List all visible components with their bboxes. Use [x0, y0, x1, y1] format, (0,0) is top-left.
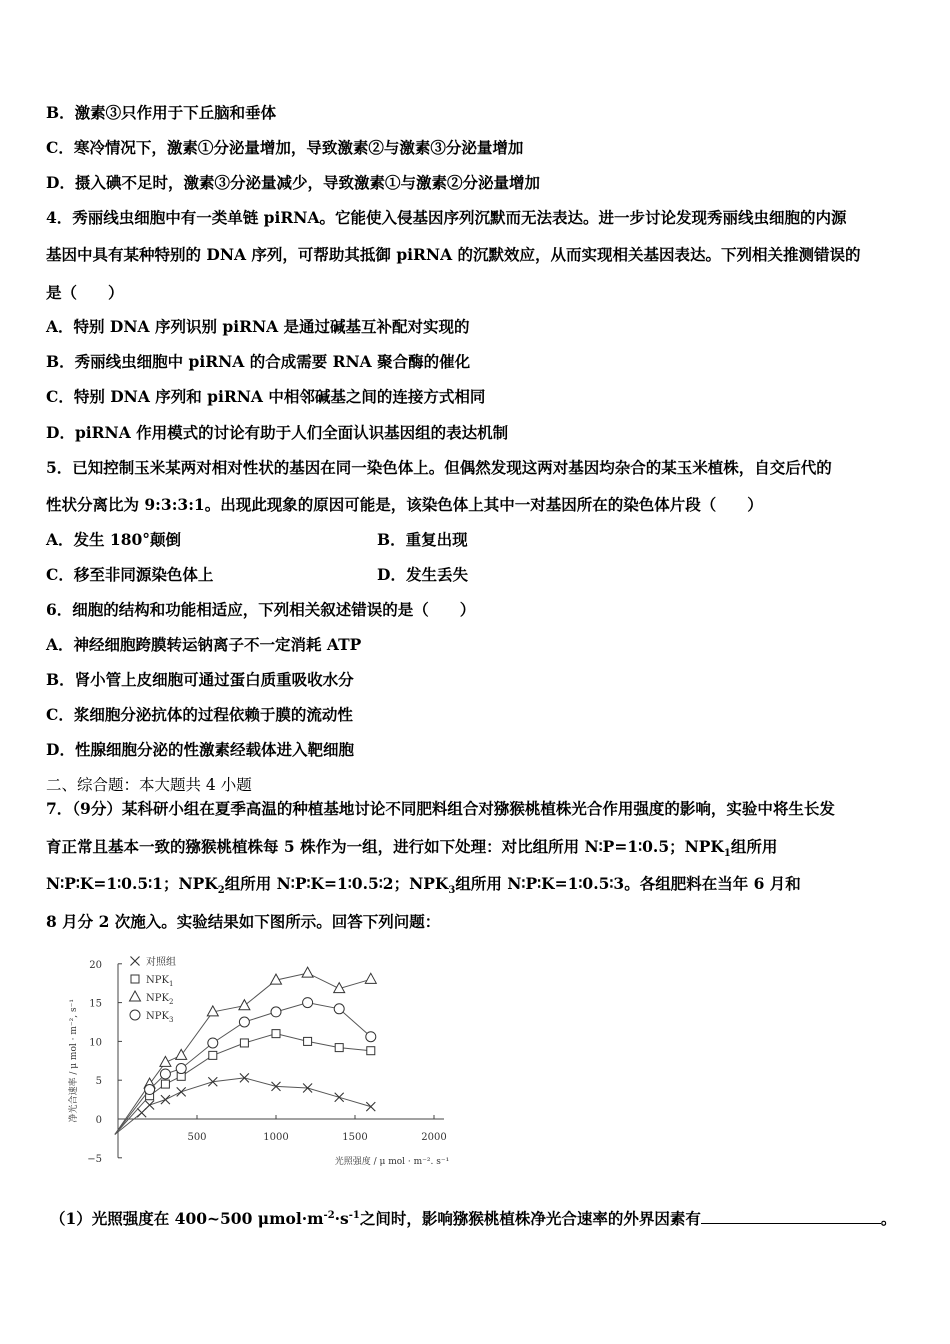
data-point-s1-7 [304, 1037, 312, 1045]
y-tick-label: 20 [89, 959, 102, 971]
q7-stem-line3: N∶P∶K=1∶0.5∶1；$NPK_2$组所用 N∶P∶K=1∶0.5∶2；$NPK_3$组所用 N∶P∶K=1∶0.5∶3。各组肥料在当年 6 月和 [46, 874, 801, 897]
photosynthesis-line-chart [60, 948, 470, 1170]
y-tick-label: 10 [89, 1037, 102, 1049]
y-tick-label: 5 [95, 1076, 102, 1088]
q4-stem-line2: 基因中具有某种特别的 DNA 序列，可帮助其抵御 piRNA 的沉默效应，从而实现相关基因表达。下列相关推测错误的 [46, 245, 861, 264]
data-point-s3-8 [334, 1004, 344, 1014]
q6-option-a: A．神经细胞跨膜转运钠离子不一定消耗 ATP [46, 635, 362, 654]
data-point-s2-5 [239, 1000, 250, 1010]
q3-option-c: C．寒冷情况下，激素①分泌量增加，导致激素②与激素③分泌量增加 [46, 138, 524, 157]
data-point-s1-4 [209, 1051, 217, 1059]
legend-marker-0 [131, 957, 140, 966]
q5-option-b: B．重复出现 [377, 530, 468, 549]
data-point-s1-6 [272, 1030, 280, 1038]
q6-option-c: C．浆细胞分泌抗体的过程依赖于膜的流动性 [46, 705, 353, 724]
q6-option-b: B．肾小管上皮细胞可通过蛋白质重吸收水分 [46, 670, 354, 689]
legend-label-1: $NPK_1$ [146, 975, 174, 988]
legend-marker-3 [130, 1010, 140, 1020]
q4-stem-line1: 4．秀丽线虫细胞中有一类单链 piRNA。它能使入侵基因序列沉默而无法表达。进一步讨论发现秀丽线虫细胞的内源 [46, 208, 847, 227]
data-point-s0-1 [137, 1108, 146, 1117]
data-point-s1-5 [240, 1039, 248, 1047]
q7-stem-line4: 8 月分 2 次施入。实验结果如下图所示。回答下列问题： [46, 912, 441, 931]
data-point-s1-2 [161, 1080, 169, 1088]
q7-sub-question-1: （1）光照强度在 400~500 $\mu mol\cdot m^{-2}\cdot s^{-1}$之间时，影响猕猴桃植株净光合速率的外界因素有 。 [50, 1209, 897, 1229]
x-tick-label: 2000 [421, 1132, 447, 1143]
q6-option-d: D．性腺细胞分泌的性激素经载体进入靶细胞 [46, 740, 354, 759]
y-tick-label: 15 [89, 998, 102, 1010]
data-point-s3-2 [160, 1069, 170, 1079]
q5-stem-line2: 性状分离比为 9:3:3:1。出现此现象的原因可能是，该染色体上其中一对基因所在的染色体片段（ ） [46, 495, 763, 514]
data-point-s3-6 [271, 1007, 281, 1017]
q5-option-d: D．发生丢失 [377, 565, 468, 584]
q6-stem: 6．细胞的结构和功能相适应，下列相关叙述错误的是（ ） [46, 600, 476, 619]
data-point-s3-5 [239, 1017, 249, 1027]
x-axis-label: 光照强度 / μ mol · m⁻². s⁻¹ [334, 1157, 450, 1167]
q7-stem-line2: 育正常且基本一致的猕猴桃植株每 5 株作为一组，进行如下处理：对比组所用 N∶P=1∶0.5；$NPK_1$组所用 [46, 837, 778, 860]
data-point-s3-4 [208, 1038, 218, 1048]
y-tick-label: −5 [87, 1153, 102, 1165]
q4-option-c: C．特别 DNA 序列和 piRNA 中相邻碱基之间的连接方式相同 [46, 387, 486, 406]
data-point-s0-4 [177, 1087, 186, 1096]
data-point-s1-8 [335, 1044, 343, 1052]
data-point-s3-9 [366, 1032, 376, 1042]
legend-marker-2 [130, 991, 141, 1001]
answer-blank[interactable] [701, 1209, 881, 1224]
y-tick-label: 0 [95, 1115, 102, 1126]
y-axis-label: 净光合速率 / μ mol · m⁻², s⁻¹ [69, 999, 79, 1123]
data-point-s2-2 [160, 1056, 171, 1066]
section-heading: 二、综合题：本大题共 4 小题 [46, 776, 252, 794]
q4-option-b: B．秀丽线虫细胞中 piRNA 的合成需要 RNA 聚合酶的催化 [46, 352, 471, 371]
q4-option-d: D．piRNA 作用模式的讨论有助于人们全面认识基因组的表达机制 [46, 423, 509, 442]
x-tick-label: 500 [187, 1132, 207, 1143]
q4-option-a: A．特别 DNA 序列识别 piRNA 是通过碱基互补配对实现的 [46, 317, 470, 336]
data-point-s3-3 [176, 1064, 186, 1074]
legend-label-0: 对照组 [146, 957, 176, 968]
data-point-s0-9 [335, 1093, 344, 1102]
data-point-s2-7 [302, 967, 313, 977]
legend-marker-1 [131, 975, 139, 983]
q5-stem-line1: 5．已知控制玉米某两对相对性状的基因在同一染色体上。但偶然发现这两对基因均杂合的某玉米植株，自交后代的 [46, 458, 832, 477]
data-point-s1-9 [367, 1047, 375, 1055]
q3-option-d: D．摄入碘不足时，激素③分泌量减少，导致激素①与激素②分泌量增加 [46, 173, 540, 192]
data-point-s3-1 [145, 1085, 155, 1095]
x-tick-label: 1000 [263, 1132, 289, 1143]
data-point-s0-10 [366, 1102, 375, 1111]
data-point-s0-2 [145, 1101, 154, 1110]
legend-label-2: $NPK_2$ [146, 993, 174, 1006]
legend-label-3: $NPK_3$ [146, 1011, 174, 1024]
q3-option-b: B．激素③只作用于下丘脑和垂体 [46, 103, 277, 122]
q4-stem-line3: 是（ ） [46, 283, 124, 302]
q5-option-a: A．发生 180°颠倒 [46, 530, 182, 549]
data-point-s0-3 [161, 1095, 170, 1104]
q5-option-c: C．移至非同源染色体上 [46, 565, 214, 584]
x-tick-label: 1500 [342, 1132, 368, 1143]
q7-stem-line1: 7．（9分）某科研小组在夏季高温的种植基地讨论不同肥料组合对猕猴桃植株光合作用强度的影响，实验中将生长发 [46, 799, 835, 818]
data-point-s3-7 [303, 998, 313, 1008]
data-point-s2-9 [365, 973, 376, 983]
